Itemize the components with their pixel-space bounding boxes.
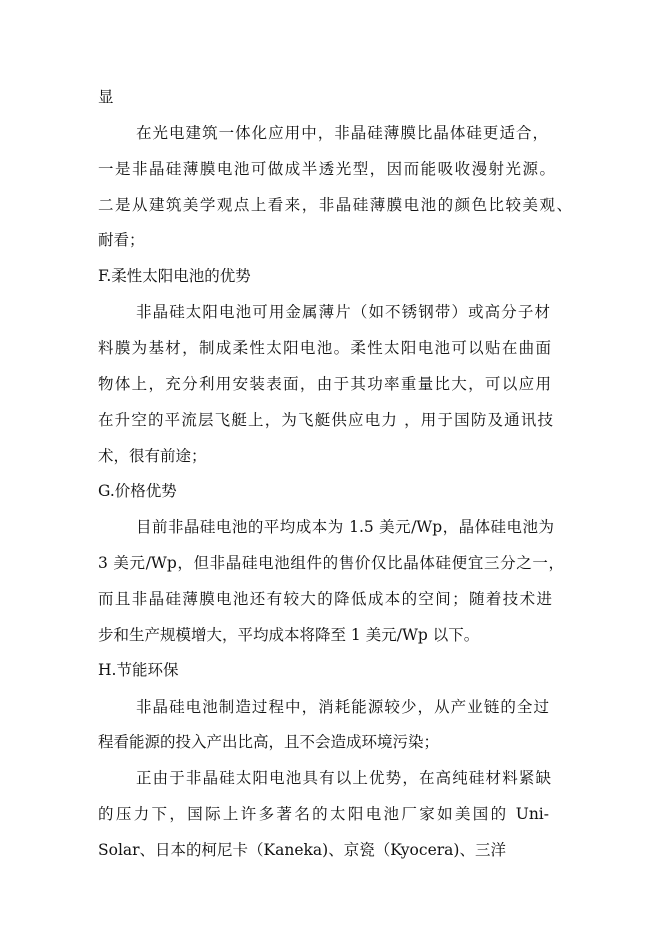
text-line: 步和生产规模增大，平均成本将降至 1 美元/Wp 以下。 (98, 626, 480, 644)
text-line: 在升空的平流层飞艇上，为飞艇供应电力 ，用于国防及通讯技 (98, 411, 553, 429)
text-line: 术，很有前途； (98, 447, 207, 465)
text-line: 耐看； (98, 231, 145, 249)
text-line: 的压力下，国际上许多著名的太阳电池厂家如美国的 Uni- (98, 805, 549, 823)
section-heading: F.柔性太阳电池的优势 (98, 267, 251, 285)
text-line: 而且非晶硅薄膜电池还有较大的降低成本的空间；随着技术进 (98, 590, 552, 608)
text-line: 物体上，充分利用安装表面，由于其功率重量比大，可以应用 (98, 375, 551, 393)
text-line: 显 (98, 88, 114, 106)
text-line: 3 美元/Wp，但非晶硅电池组件的售价仅比晶体硅便宜三分之一， (98, 554, 564, 572)
section-heading: H.节能环保 (98, 661, 179, 679)
text-line: 程看能源的投入产出比高，且不会造成环境污染； (98, 733, 440, 751)
text-line: Solar、日本的柯尼卡（Kaneka)、京瓷（Kyocera)、三洋 (98, 841, 506, 859)
text-line: 非晶硅电池制造过程中，消耗能源较少，从产业链的全过 (136, 698, 549, 716)
text-line: 正由于非晶硅太阳电池具有以上优势，在高纯硅材料紧缺 (136, 769, 551, 787)
text-line: 二是从建筑美学观点上看来，非晶硅薄膜电池的颜色比较美观、 (98, 196, 572, 214)
section-heading: G.价格优势 (98, 482, 177, 500)
text-line: 非晶硅太阳电池可用金属薄片（如不锈钢带）或高分子材 (136, 303, 550, 321)
text-line: 一是非晶硅薄膜电池可做成半透光型，因而能吸收漫射光源。 (98, 160, 555, 178)
text-line: 料膜为基材，制成柔性太阳电池。柔性太阳电池可以贴在曲面 (98, 339, 551, 357)
text-line: 目前非晶硅电池的平均成本为 1.5 美元/Wp，晶体硅电池为 (136, 518, 554, 536)
text-line: 在光电建筑一体化应用中，非晶硅薄膜比晶体硅更适合， (136, 124, 548, 142)
